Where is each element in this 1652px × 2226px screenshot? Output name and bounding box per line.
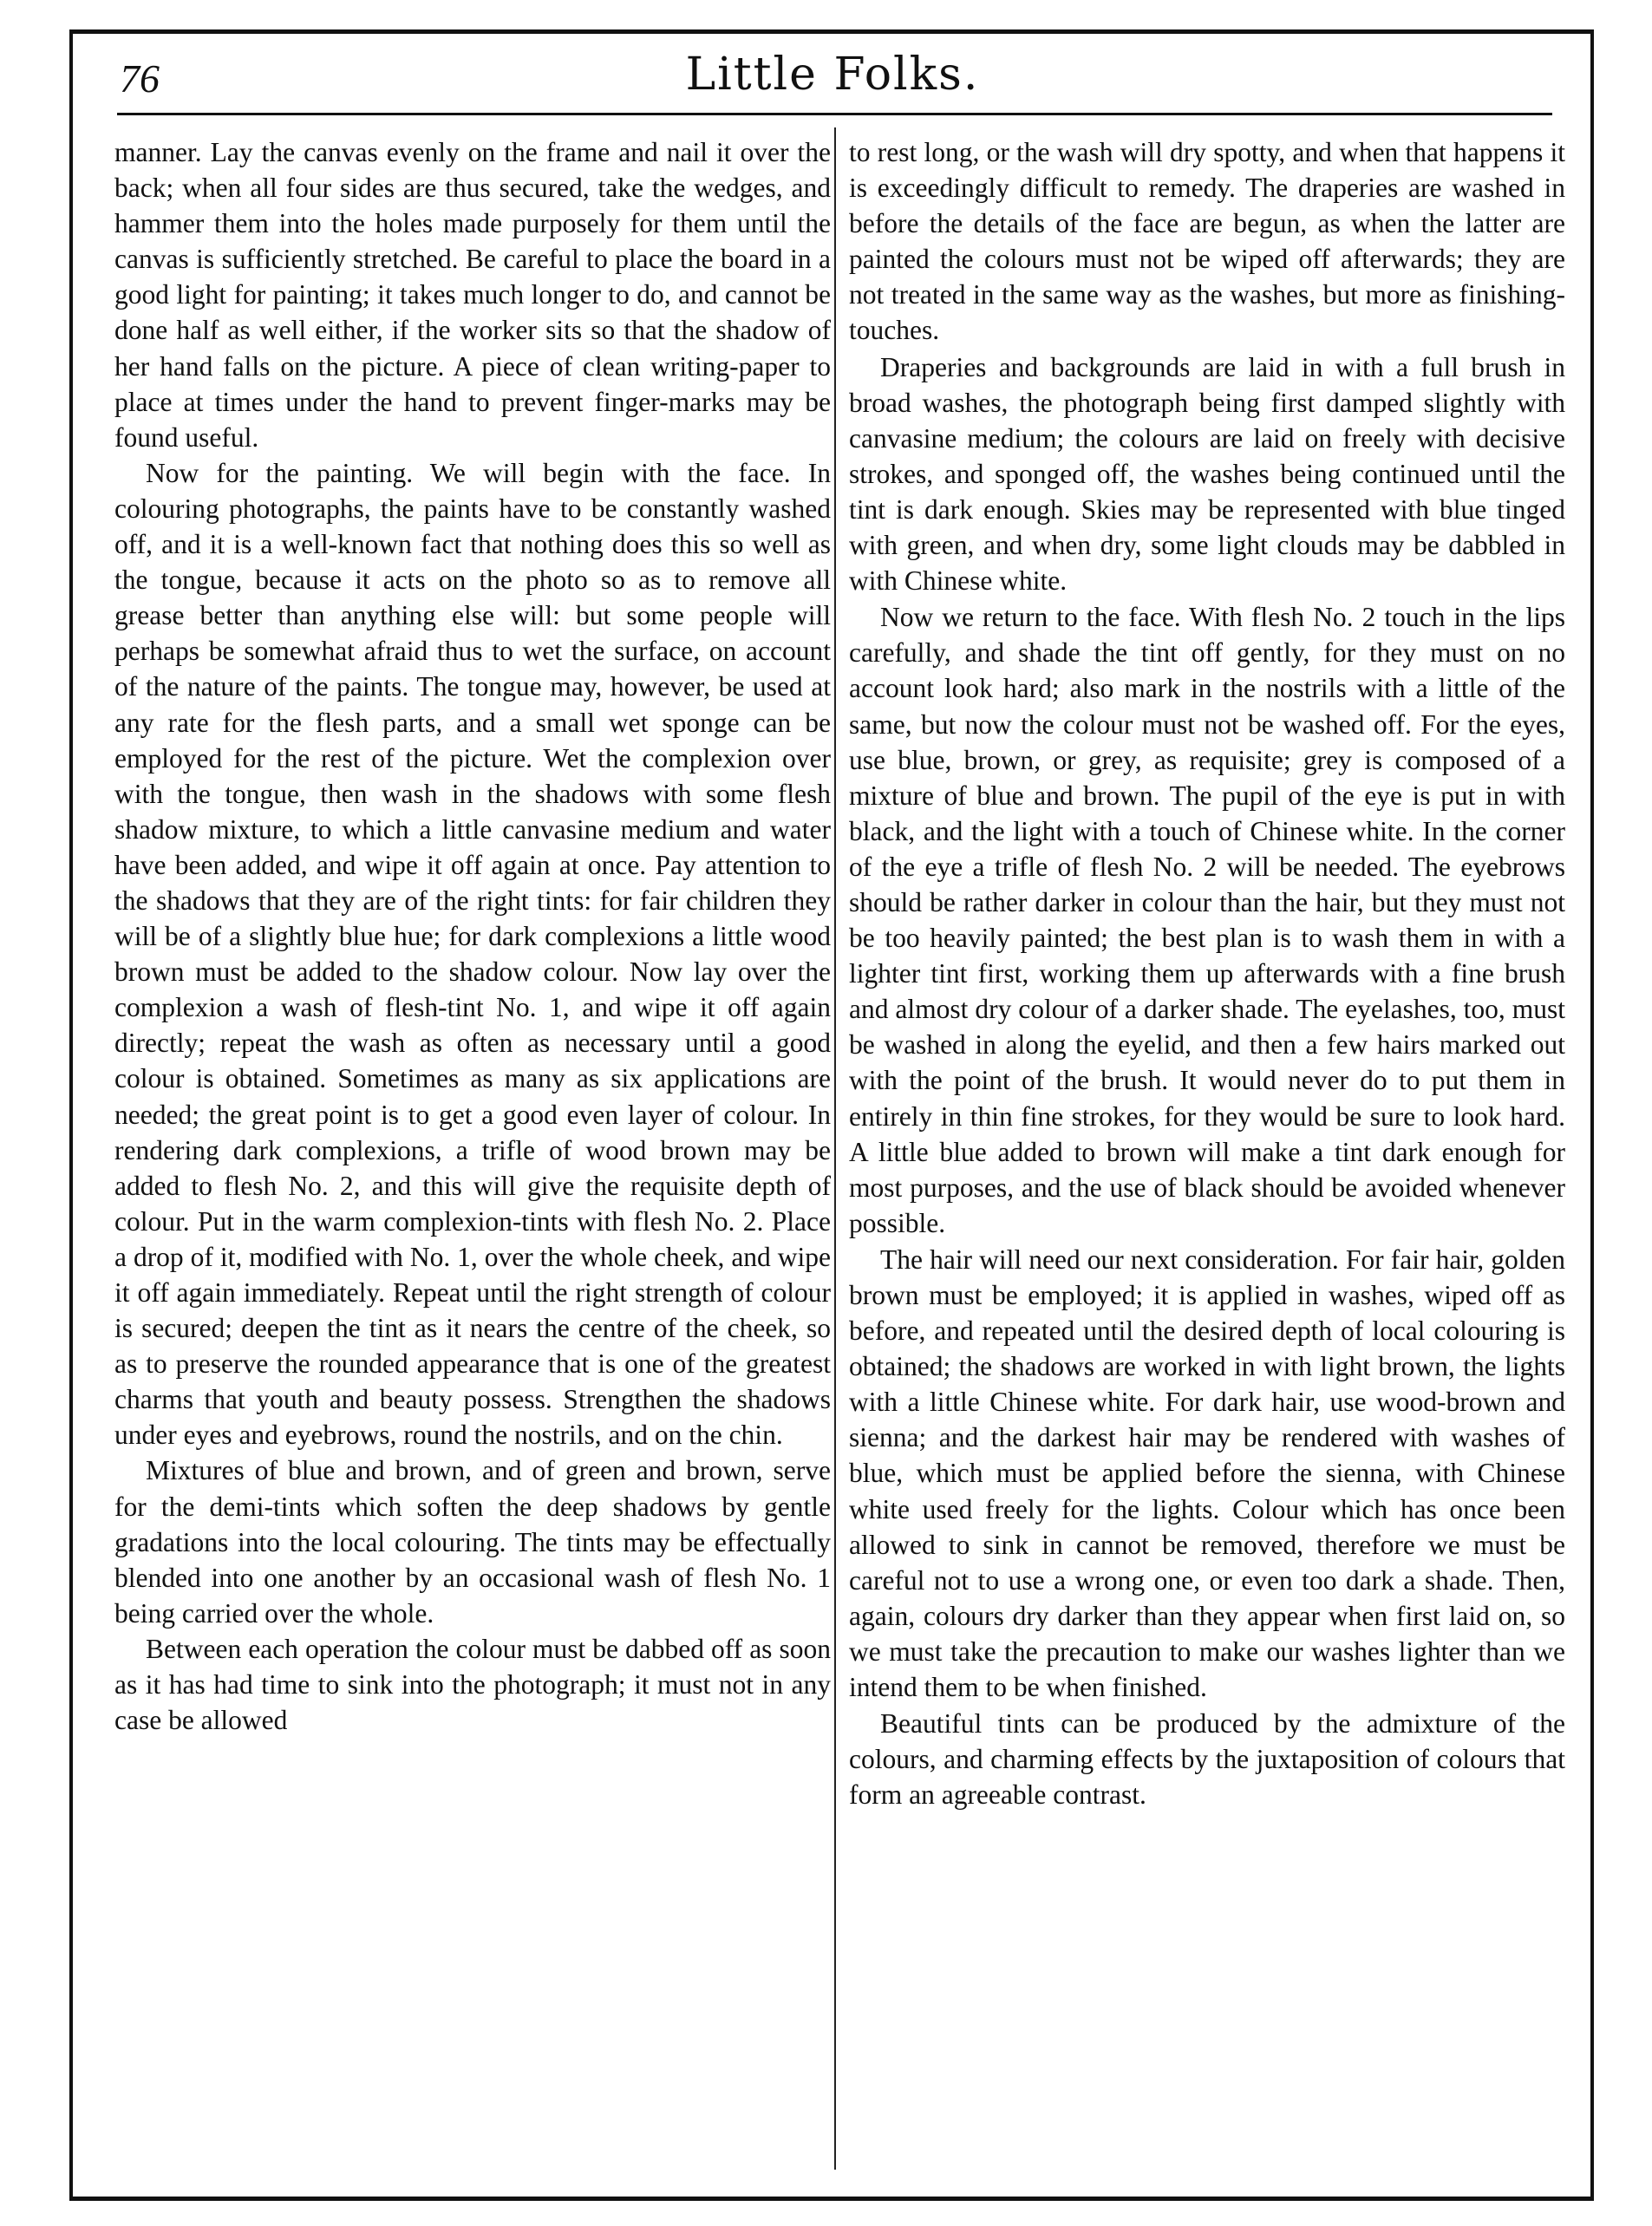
paragraph: to rest long, or the wash will dry spotty, and when that happens it is exceedingly difficult to remedy. The draperies are washed in before the details of the face are begun, as when the latter are painted the colours must not be wiped off afterwards; they are not treated in the same way as the washes, but more as finishing-touches. [849,137,1565,346]
paragraph: Draperies and backgrounds are laid in with a full brush in broad washes, the photograph being first damped slightly with canvasine medium; the colours are laid on freely with decisive strokes, and sponged off, the washes being continued until the tint is dark enough. Skies may be represented with blue tinged with green, and when dry, some light clouds may be dabbled in with Chinese white. [849,351,1565,597]
paragraph: Now for the painting. We will begin with the face. In colouring photographs, the paints have to be constantly washed off, and it is a well-known fact that nothing does this so well as the tongue, because it acts on the photo so as to remove all grease better than anything else will: but some people will perhaps be somewhat afraid thus to wet the surface, on account of the nature of the paints. The tongue may, however, be used at any rate for the flesh parts, and a small wet sponge can be employed for the rest of the picture. Wet the complexion over with the tongue, then wash in the shadows with some flesh shadow mixture, to which a little canvasine medium and water have been added, and wipe it off again at once. Pay attention to the shadows that they are of the right tints: for fair children they will be of a slightly blue hue; for dark complexions a little wood brown must be added to the shadow colour. Now lay over the complexion a wash of flesh-tint No. 1, and wipe it off again directly; repeat the wash as often as necessary until a good colour is obtained. Sometimes as many as six applications are needed; the great point is to get a good even layer of colour. In rendering dark complexions, a trifle of wood brown may be added to flesh No. 2, and this will give the requisite depth of colour. Put in the warm complexion-tints with flesh No. 2. Place a drop of it, modified with No. 1, over the whole cheek, and wipe it off again immediately. Repeat until the right strength of colour is secured; deepen the tint as it nears the centre of the cheek, so as to preserve the rounded appearance that is one of the greatest charms that youth and beauty possess. Strengthen the shadows under eyes and eyebrows, round the nostrils, and on the chin. [114,457,831,1451]
paragraph: manner. Lay the canvas evenly on the frame and nail it over the back; when all four sides are thus secured, take the wedges, and hammer them into the holes made purposely for them until the canvas is sufficiently stretched. Be careful to place the board in a good light for painting; it takes much longer to do, and cannot be done half as well either, if the worker sits so that the shadow of her hand falls on the picture. A piece of clean writing-paper to place at times under the hand to prevent finger-marks may be found useful. [114,137,831,453]
journal-title: Little Folks. [685,49,980,101]
page-number: 76 [120,56,160,101]
left-column [114,134,831,1738]
header-rule [117,113,1552,115]
paragraph: Now we return to the face. With flesh No. 2 touch in the lips carefully, and shade the tint off gently, for they must on no account look hard; also mark in the nostrils with a little of the same, but now the colour must not be washed off. For the eyes, use blue, brown, or grey, as requisite; grey is composed of a mixture of blue and brown. The pupil of the eye is put in with black, and the light with a touch of Chinese white. In the corner of the eye a trifle of flesh No. 2 will be needed. The eyebrows should be rather darker in colour than the hair, but they must not be too heavily painted; the best plan is to wash them in with a lighter tint first, working them up afterwards with a fine brush and almost dry colour of a darker shade. The eyelashes, too, must be washed in along the eyelid, and then a few hairs marked out with the point of the brush. It would never do to put them in entirely in thin fine strokes, for they would be sure to look hard. A little blue added to brown will make a tint dark enough for most purposes, and the use of black should be avoided whenever possible. [849,602,1565,1238]
paragraph: Between each operation the colour must be dabbed off as soon as it has had time to sink into the photograph; it must not in any case be allowed [114,1633,831,1736]
paragraph: The hair will need our next consideration. For fair hair, golden brown must be employed; it is applied in washes, wiped off as before, and repeated until the desired depth of local colouring is obtained; the shadows are worked in with light brown, the lights with a little Chinese white. For dark hair, use wood-brown and sienna; and the darkest hair may be rendered with washes of blue, which must be applied before the sienna, with Chinese white used freely for the lights. Colour which has once been allowed to sink in cannot be removed, therefore we must be careful not to use a wrong one, or even too dark a shade. Then, again, colours dry darker than they appear when first laid on, so we must take the precaution to make our washes lighter than we intend them to be when finished. [849,1244,1565,1703]
right-column [849,134,1565,1812]
running-head [113,45,1552,114]
paragraph: Mixtures of blue and brown, and of green and brown, serve for the demi-tints which soften the deep shadows by gentle gradations into the local colouring. The tints may be effectually blended into one another by an occasional wash of flesh No. 1 being carried over the whole. [114,1455,831,1629]
paragraph: Beautiful tints can be produced by the admixture of the colours, and charming effects by the juxtaposition of colours that form an agreeable contrast. [849,1708,1565,1811]
column-divider [834,127,836,2170]
